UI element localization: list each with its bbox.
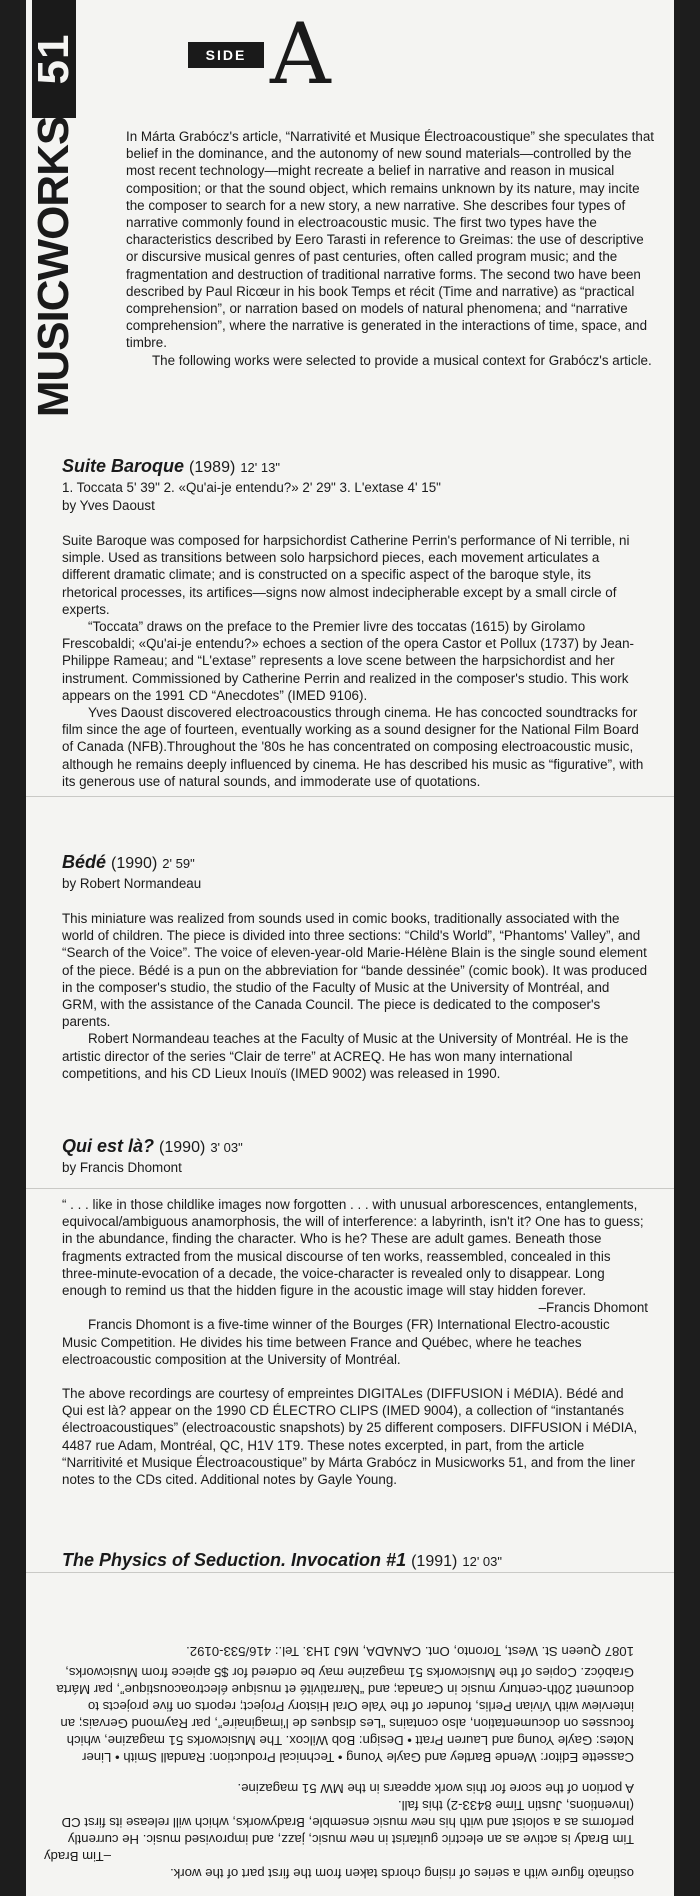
contact-address: 1087 Queen St. West, Toronto, Ont. CANADA, M6J 1H3. Tel.: 416/533-0192. — [186, 1644, 634, 1659]
work-title-text: Qui est là? — [62, 1136, 155, 1156]
spine — [28, 0, 80, 418]
brady-note-tail: ostinato figure with a series of rising chords taken from the first part of the work. — [170, 1866, 634, 1881]
work-notes-qui-est-la — [62, 1196, 648, 1488]
quote-paragraph: “ . . . like in those childlike images now forgotten . . . with unusual arborescences, entanglements, equivocal/ambiguous anamorphosis, the will of interference: a labyrinth, isn't it? One has to guess; in the abundance, finding the character. Who is he? These are adult games. Beneath those fragments extracted from the musical discourse of ten works, reassembled, concealed in this three-minute-evocation of a decade, the voice-character is revealed only to disappear. Long enough to remind us that the hidden figure in the acoustic image will stay hidden forever. — [62, 1197, 644, 1299]
work-duration: 2' 59" — [162, 856, 195, 871]
score-note: A portion of the score for this work appears in the MW 51 magazine. — [237, 1781, 634, 1796]
work-title-qui-est-la — [62, 1136, 243, 1157]
work-duration: 12' 13" — [240, 460, 280, 475]
work-year: (1990) — [111, 855, 158, 872]
side-tag: SIDE — [188, 42, 264, 68]
work-duration: 12' 03" — [462, 1554, 502, 1569]
magazine-name-block — [29, 116, 78, 418]
notes-paragraph: “Toccata” draws on the preface to the Premier livre des toccatas (1615) by Girolamo Frescobaldi; «Qu'ai-je entendu?» echoes a section of the opera Castor et Pollux (1737) by Jean-Philippe Rameau; and “L'extase” represents a love scene between the harpsichordist and her instrument. Commissioned by Catherine Perrin and realized in the composer's studio. This work appears on the 1991 CD “Anecdotes” (IMED 9106). — [62, 619, 634, 703]
work-title-text: The Physics of Seduction. Invocation #1 — [62, 1550, 407, 1570]
back-panel-upside-down — [26, 1572, 674, 1896]
work-year: (1991) — [411, 1553, 458, 1570]
work-notes-suite-baroque — [62, 532, 648, 790]
brady-bio: Tim Brady is active as an electric guitarist in new music, jazz, and improvised music. He currently performs as a soloist and with his new music ensemble, Bradyworks, which will release its first CD (Inventions, Justin Time 8433-2) this fall. — [61, 1798, 634, 1847]
notes-paragraph: This miniature was realized from sounds used in comic books, traditionally associated with the world of children. The piece is divided into three sections: “Child's World”, “Phantoms' Valley”, and “Search of the Voice”. The voice of eleven-year-old Marie-Hélène Blain is the single sound element of the piece. Bédé is a pun on the abbreviation for “bande dessinée” (comic book). It was produced in the composer's studio, the studio of the Faculty of Music at the University of Montréal, and GRM, with the assistance of the Canada Council. The piece is dedicated to the composer's parents. — [62, 911, 648, 1030]
composer-credit: by Francis Dhomont — [62, 1160, 182, 1175]
work-year: (1989) — [189, 459, 236, 476]
work-year: (1990) — [159, 1139, 206, 1156]
issue-number: 51 — [29, 33, 78, 85]
intro-paragraph-2: The following works were selected to provide a musical context for Grabócz's article. — [152, 352, 652, 368]
fold-line — [26, 1188, 674, 1189]
composer-credit: by Yves Daoust — [62, 498, 155, 513]
credits-paragraph: The above recordings are courtesy of empreintes DIGITALes (DIFFUSION i MéDIA). Bédé and Qui est là? appear on the 1990 CD ÉLECTRO CLIPS (IMED 9004), a collection of “instantanés électroacoustiques” (electroacoustic snapshots) by 25 different composers. DIFFUSION i MéDIA, 4487 rue Adam, Montréal, QC, H1V 1T9. These notes excerpted, in part, from the article “Narritivité et Musique Électroacoustique” by Márta Grabócz in Musicworks 51, and from the liner notes to the CDs cited. Additional notes by Gayle Young. — [62, 1386, 638, 1488]
brady-signature: –Tim Brady — [44, 1849, 111, 1864]
work-title-bede — [62, 852, 195, 873]
notes-paragraph: Robert Normandeau teaches at the Faculty of Music at the University of Montréal. He is the artistic director of the series “Clair de terre” at ACREQ. He has won many international competitions, and his CD Lieux Inouïs (IMED 9002) was released in 1990. — [62, 1031, 629, 1081]
intro-paragraph: In Márta Grabócz's article, “Narrativité et Musique Électroacoustique” she speculates that belief in the dominance, and the autonomy of new sound materials—controlled by the most recent technology—might recreate a belief in narrative and reason in musical composition; or that the sound object, which remains unknown by its nature, may incite the composer to search for a new story, a new narrative. She describes four types of narrative commonly found in electroacoustic music. The first two types have the characteristics described by Eero Tarasti in reference to Greimas: the use of descriptive or discursive musical genres of past centuries, often called program music; and the fragmentation and destruction of traditional narrative forms. The second two have been described by Paul Ricœur in his book Temps et récit (Time and narrative) as “practical comprehension”, or narration based on models of natural phenomena; and “narrative comprehension”, where the narrative is generated in the interactions of time, space, and timbre. — [126, 129, 655, 351]
notes-paragraph: Yves Daoust discovered electroacoustics through cinema. He has concocted soundtracks for film since the age of fourteen, eventually working as a sound designer for the National Film Board of Canada (NFB).Throughout the '80s he has concentrated on composing electroacoustic music, although he remains deeply influenced by cinema. He has described his music as “figurative”, with its generous use of natural sounds, and immoderate use of quotations. — [62, 705, 644, 789]
issue-number-block — [29, 0, 78, 118]
cassette-credits: Cassette Editor: Wende Bartley and Gayle Young • Technical Production: Randall Smith • Liner Notes: Gayle Young and Lauren Pratt • Design: Bob Wilcox. The Musicworks 51 magazine, which focusses on documentation, also contains “Les disques de l'imaginaire”, par Raymond Gervais; an interview with Vivian Perlis, founder of the Yale Oral History Project; reports on five projects to document 20th-century music in Canada; and “Narrativité et musique électroacoustique”, par Márta Grabócz. Copies of the Musicworks 51 magazine may be ordered for $5 apiece from Musicworks, — [56, 1665, 634, 1765]
work-title-suite-baroque — [62, 456, 280, 477]
work-duration: 3' 03" — [210, 1140, 243, 1155]
side-letter: A — [270, 5, 331, 103]
fold-line — [26, 796, 674, 797]
intro-text — [126, 128, 656, 369]
magazine-name: MUSICWORKS — [29, 116, 78, 418]
work-title-physics-of-seduction — [62, 1550, 502, 1571]
notes-paragraph: Suite Baroque was composed for harpsichordist Catherine Perrin's performance of Ni terrible, ni simple. Used as transitions between solo harpsichord pieces, each movement articulates a different dramatic climate; and is constructed on a specific aspect of the baroque style, its rhetorical processes, its artifices—signs now almost indecipherable except by a small circle of experts. — [62, 533, 630, 617]
work-title-text: Suite Baroque — [62, 456, 185, 476]
work-title-text: Bédé — [62, 852, 107, 872]
notes-paragraph: Francis Dhomont is a five-time winner of the Bourges (FR) International Electro-acoustic Music Competition. He divides his time between France and Québec, where he teaches electroacoustic composition at the University of Montréal. — [62, 1317, 610, 1367]
movement-list: 1. Toccata 5' 39" 2. «Qu'ai-je entendu?» 2' 29" 3. L'extase 4' 15" — [62, 480, 441, 495]
composer-credit: by Robert Normandeau — [62, 876, 202, 891]
quote-attribution: –Francis Dhomont — [538, 1300, 648, 1316]
work-notes-bede — [62, 910, 648, 1082]
